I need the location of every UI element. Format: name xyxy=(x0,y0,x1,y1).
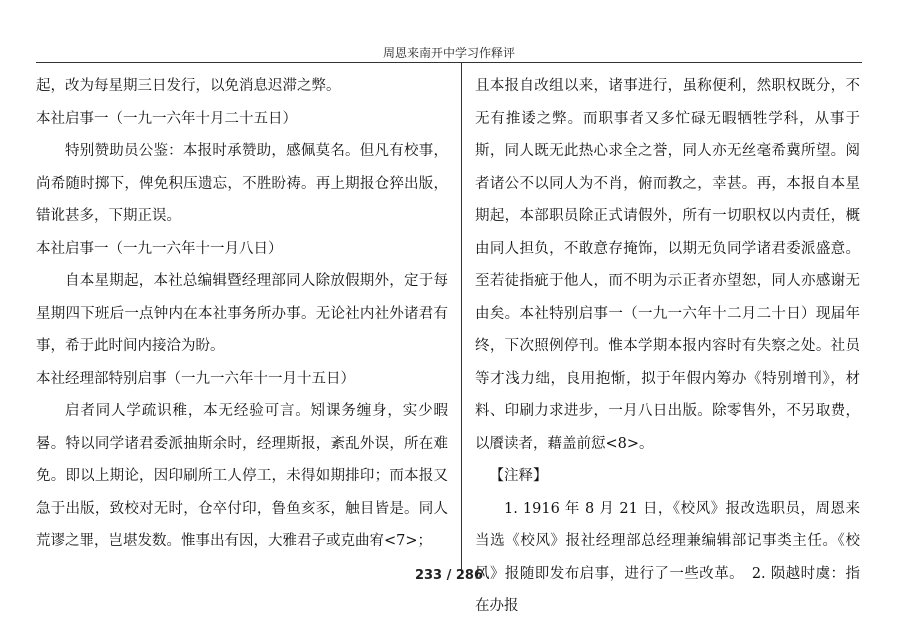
column-divider xyxy=(461,63,462,575)
notice-heading-2: 本社启事一（一九一六年十一月八日） xyxy=(36,240,283,257)
right-paragraph-1: 且本报自改组以来，诸事进行，虽称便利，然职权既分，不无有推诿之弊。而职事者又多忙碌无暇牺牲学科，从事于斯，同人既无此热心求全之誉，同人亦无丝毫希冀所望。阅者诸公不以同人为不肖，俯而教之，幸甚。再，本报自本星期起，本部职员除正式请假外，所有一切职权以内责任，概由同人担负，不敢意存掩饰，以期无负同学诸君委派盛意。至若徒指疵于他人，而不明为示正者亦望恕，同人亦感谢无由矣。本社特别启事一（一九一六年十二月二十日）现届年终，下次照例停刊。惟本学期本报内容时有失察之处。社员等才浅力绌，良用抱惭，拟于年假内筹办《特别增刊》，材料、印刷力求进步，一月八日出版。除零售外，不另取费，以餍读者，藉盖前愆<8>。 xyxy=(475,78,860,452)
header-rule xyxy=(36,62,862,63)
running-header-title: 周恩来南开中学习作释评 xyxy=(382,46,515,60)
right-column xyxy=(475,70,860,623)
left-column xyxy=(36,70,448,558)
notice-heading-1: 本社启事一（一九一六年十月二十五日） xyxy=(36,110,297,127)
page-indicator: 233 / 286 xyxy=(414,568,484,583)
left-paragraph-2: 特别赞助员公鉴：本报时承赞助，感佩莫名。但凡有校事，尚希随时掷下，俾免积压遗忘，不胜盼祷。再上期报仓猝出版，错讹甚多，下期正误。 xyxy=(36,143,448,224)
notes-paragraph: 1. 1916 年 8 月 21 日，《校风》报改选职员，周恩来当选《校风》报社经理部总经理兼编辑部记事类主任。《校风》报随即发布启事，进行了一些改革。 2. 陨越时虞：指在办报 xyxy=(475,500,860,614)
notice-heading-3: 本社经理部特别启事（一九一六年十一月十五日） xyxy=(36,370,355,387)
left-paragraph-3: 自本星期起，本社总编辑暨经理部同人除放假期外，定于每星期四下班后一点钟内在本社事务所办事。无论社内社外诸君有事，希于此时间内接洽为盼。 xyxy=(36,273,448,354)
left-paragraph-4: 启者同人学疏识稚，本无经验可言。矧课务缠身，实少暇晷。特以同学诸君委派抽斯余时，经理斯报，紊乱外误，所在难免。即以上期论，因印刷所工人停工，未得如期排印；而本报又急于出版，致校对无时，仓卒付印，鲁鱼亥豕，触目皆是。同人荒谬之罪，岂堪发数。惟事出有因，大雅君子或克曲宥<7>； xyxy=(36,403,448,549)
left-paragraph-1: 起，改为每星期三日发行，以免消息迟滞之弊。 xyxy=(36,78,341,94)
notes-heading: 【注释】 xyxy=(489,468,548,484)
